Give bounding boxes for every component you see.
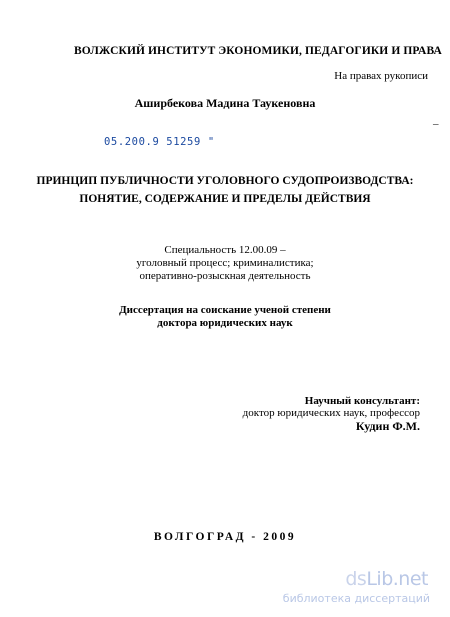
registration-code: 05.200.9 51259 ": [104, 136, 215, 148]
city-year: ВОЛГОГРАД - 2009: [153, 531, 297, 543]
thesis-title-line2: ПОНЯТИЕ, СОДЕРЖАНИЕ И ПРЕДЕЛЫ ДЕЙСТВИЯ: [79, 193, 371, 205]
thesis-title-line1: ПРИНЦИП ПУБЛИЧНОСТИ УГОЛОВНОГО СУДОПРОИЗВОДСТВА:: [36, 175, 414, 187]
consultant-degree: доктор юридических наук, профессор: [242, 407, 420, 419]
specialty-line2: уголовный процесс; криминалистика;: [136, 257, 314, 269]
consultant-heading: Научный консультант:: [304, 395, 420, 407]
margin-dash: –: [433, 118, 439, 130]
consultant-name: Кудин Ф.М.: [355, 419, 420, 433]
author-name: Аширбекова Мадина Таукеновна: [134, 96, 316, 110]
institute-name: ВОЛЖСКИЙ ИНСТИТУТ ЭКОНОМИКИ, ПЕДАГОГИКИ И ПРАВА: [74, 45, 442, 57]
dslib-watermark-subtitle: библиотека диссертаций: [282, 592, 430, 605]
watermark-logo-rest: Lib.net: [366, 568, 428, 590]
dissertation-line2: доктора юридических наук: [157, 317, 293, 329]
manuscript-rights: На правах рукописи: [334, 70, 428, 82]
dslib-watermark-logo: [345, 568, 428, 590]
specialty-line1: Специальность 12.00.09 –: [164, 244, 286, 256]
specialty-line3: оперативно-розыскная деятельность: [139, 270, 311, 282]
dissertation-line1: Диссертация на соискание ученой степени: [119, 304, 331, 316]
watermark-logo-ds: ds: [345, 568, 367, 590]
